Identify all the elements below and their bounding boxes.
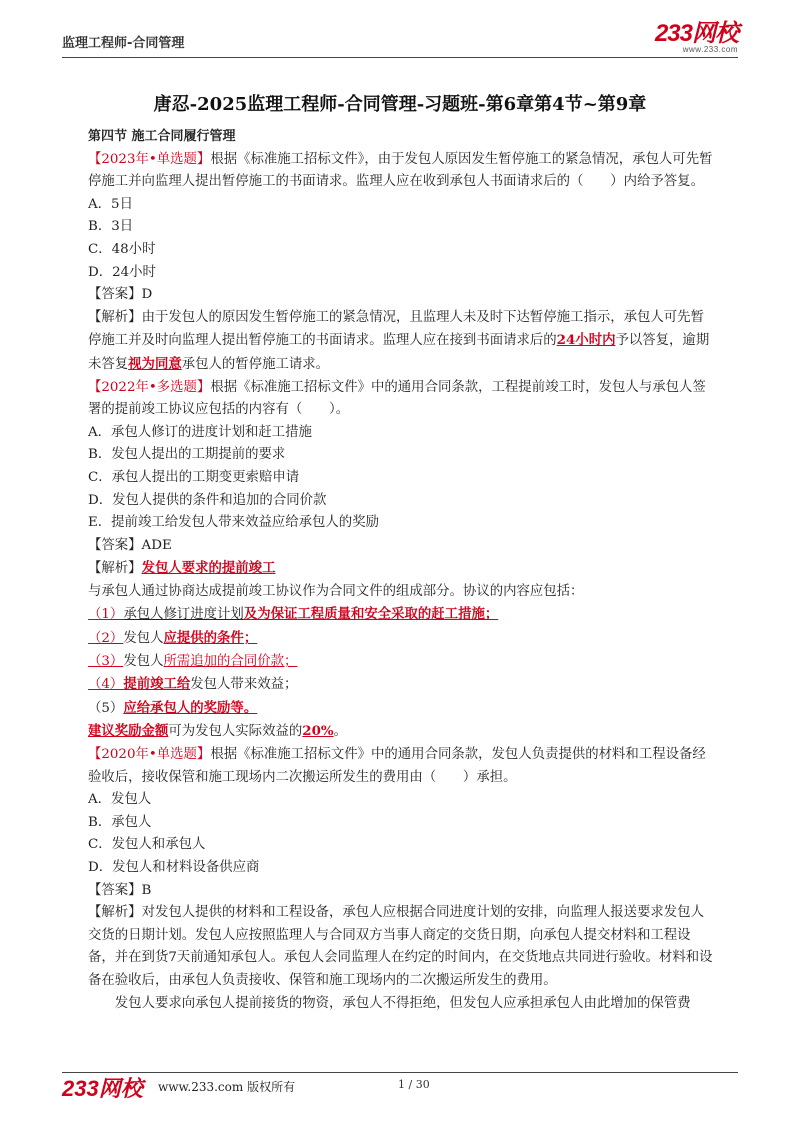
- page-footer: [62, 1074, 738, 1100]
- q2-analysis-line2: 与承包人通过协商达成提前竣工协议作为合同文件的组成部分。协议的内容应包括：: [88, 583, 584, 599]
- q2-item-3: （3）发包人所需追加的合同价款；: [88, 653, 298, 669]
- q3-analysis-label: 【解析】: [88, 905, 142, 921]
- q3-option-a: A．发包人: [88, 792, 152, 808]
- q1-highlight-24h: 24小时内: [556, 332, 616, 349]
- q2-option-b: B．发包人提出的工期提前的要求: [88, 447, 286, 463]
- q1-analysis-label: 【解析】: [88, 309, 142, 325]
- q1-answer: 【答案】D: [88, 287, 153, 303]
- page-number: 1 / 30: [398, 1078, 430, 1091]
- q1-analysis-text-2: 予以答复，逾期未答复: [88, 333, 710, 372]
- q3-answer: 【答案】B: [88, 882, 152, 898]
- brand-logo: [655, 22, 738, 54]
- footer-copyright: www.233.com 版权所有: [158, 1080, 296, 1094]
- header-title: 监理工程师-合同管理: [62, 36, 185, 51]
- q2-option-c: C．承包人提出的工期变更索赔申请: [88, 469, 300, 485]
- q2-item-1: （1）承包人修订进度计划及为保证工程质量和安全采取的赶工措施；: [88, 606, 499, 623]
- q2-item-2: （2）发包人应提供的条件；: [88, 630, 258, 647]
- document-body: [88, 126, 714, 1015]
- q1-tag: 【2023年•单选题】: [88, 151, 211, 167]
- q2-bonus: 建议奖励金额可为发包人实际效益的20%。: [88, 723, 347, 740]
- q3-option-b: B．承包人: [88, 814, 152, 830]
- q2-option-e: E．提前竣工给发包人带来效益应给承包人的奖励: [88, 515, 379, 531]
- q2-item-5: （5）应给承包人的奖励等。: [88, 699, 258, 716]
- q3-trailing: 发包人要求向承包人提前接货的物资，承包人不得拒绝，但发包人应承担承包人由此增加的保管费: [114, 995, 691, 1011]
- q2-item-4: （4）提前竣工给发包人带来效益；: [88, 676, 298, 693]
- q2-analysis: [88, 557, 714, 581]
- q2-option-d: D．发包人提供的条件和追加的合同价款: [88, 492, 327, 508]
- q2-tag: 【2022年•多选题】: [88, 379, 211, 395]
- q3-analysis-text: 对发包人提供的材料和工程设备，承包人应根据合同进度计划的安排，向监理人报送要求发包人交货的日期计划。发包人应按照监理人与合同双方当事人商定的交货日期，向承包人提交材料和工程设备，并在到货7天前通知承包人。承包人会同监理人在约定的时间内，在交货地点共同进行验收。材料和设备在验收后，由承包人负责接收、保管和施工现场内的二次搬运所发生的费用。: [88, 905, 713, 988]
- footer-divider: [62, 1072, 738, 1073]
- q1-analysis: [88, 307, 714, 377]
- q1-analysis-text-1: 由于发包人的原因发生暂停施工的紧急情况，且监理人未及时下达暂停施工指示，承包人可先暂停施工并及时向监理人提出暂停施工的书面请求。监理人应在接到书面请求后的: [88, 309, 704, 349]
- q3-option-d: D．发包人和材料设备供应商: [88, 860, 260, 875]
- q1-option-c: C．48小时: [88, 241, 156, 257]
- q2-analysis-label: 【解析】: [88, 561, 142, 577]
- q2-option-a: A．承包人修订的进度计划和赶工措施: [88, 424, 312, 440]
- q1-option-d: D．24小时: [88, 264, 156, 280]
- q1-analysis-text-3: 承包人的暂停施工请求。: [181, 356, 330, 372]
- section-heading: 第四节 施工合同履行管理: [88, 129, 236, 144]
- q3-option-c: C．发包人和承包人: [88, 837, 206, 853]
- q3-analysis: [88, 902, 714, 992]
- q2-stem-text: 根据《标准施工招标文件》中的通用合同条款，工程提前竣工时，发包人与承包人签署的提前竣工协议应包括的内容有（ ）。: [88, 379, 706, 418]
- q2-answer: 【答案】ADE: [88, 537, 172, 553]
- q1-stem: [88, 149, 714, 194]
- q1-highlight-agree: 视为同意: [128, 355, 182, 372]
- q2-stem: [88, 377, 714, 422]
- q2-highlight-early: 发包人要求的提前竣工: [141, 560, 276, 577]
- logo-url: www.233.com: [682, 45, 738, 54]
- q3-stem: [88, 744, 714, 789]
- header-divider: [62, 57, 738, 58]
- q3-stem-text: 根据《标准施工招标文件》中的通用合同条款，发包人负责提供的材料和工程设备经验收后，接收保管和施工现场内二次搬运所发生的费用由（ ）承担。: [88, 747, 706, 785]
- q1-option-a: A．5日: [88, 196, 133, 212]
- q1-stem-text: 根据《标准施工招标文件》，由于发包人原因发生暂停施工的紧急情况，承包人可先暂停施工并向监理人提出暂停施工的书面请求。监理人应在收到承包人书面请求后的（ ）内给予答复。: [88, 151, 713, 190]
- logo-text: 233网校: [654, 20, 738, 47]
- q3-tag: 【2020年•单选题】: [88, 747, 211, 763]
- footer-logo: 233网校: [62, 1076, 143, 1101]
- page-header: [62, 22, 738, 56]
- document-title: 唐忍-2025监理工程师-合同管理-习题班-第6章第4节~第9章: [153, 94, 647, 115]
- q1-option-b: B．3日: [88, 219, 134, 235]
